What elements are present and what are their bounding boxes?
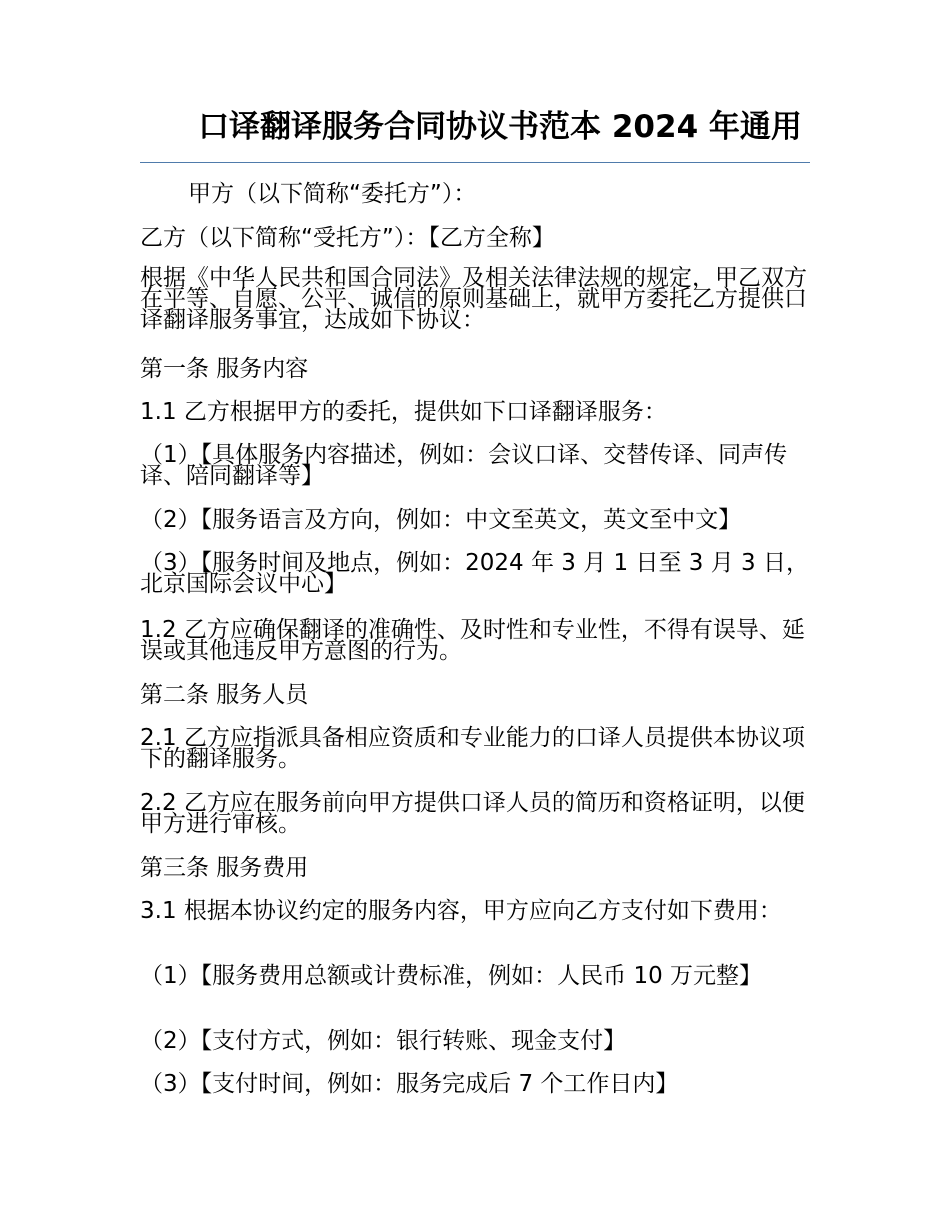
document-title: 口译翻译服务合同协议书范本 2024 年通用 [198, 109, 802, 145]
preamble-paragraph: 根据《中华人民共和国合同法》及相关法律法规的规定，甲乙双方在平等、自愿、公平、诚信的原则基础上，就甲方委托乙方提供口译翻译服务事宜，达成如下协议： [140, 265, 807, 333]
clause-3-1-item-1: （1）【服务费用总额或计费标准，例如：人民币 10 万元整】 [140, 963, 763, 989]
clause-3-1: 3.1 根据本协议约定的服务内容，甲方应向乙方支付如下费用： [140, 898, 782, 924]
title-divider [140, 162, 810, 163]
document-page [140, 100, 810, 1097]
clause-1-1-item-2: （2）【服务语言及方向，例如：中文至英文，英文至中文】 [140, 507, 742, 533]
party-a-line: 甲方（以下简称“委托方”）： [188, 181, 477, 207]
article-1-heading: 第一条 服务内容 [140, 356, 309, 382]
article-2-heading: 第二条 服务人员 [140, 682, 309, 708]
clause-1-2: 1.2 乙方应确保翻译的准确性、及时性和专业性，不得有误导、延误或其他违反甲方意图的行为。 [140, 617, 805, 664]
clause-2-2: 2.2 乙方应在服务前向甲方提供口译人员的简历和资格证明，以便甲方进行审核。 [140, 790, 805, 837]
clause-1-1: 1.1 乙方根据甲方的委托，提供如下口译翻译服务： [140, 399, 667, 425]
clause-1-1-item-3: （3）【服务时间及地点，例如：2024 年 3 月 1 日至 3 月 3 日，北京国际会议中心】 [140, 550, 809, 597]
article-3-heading: 第三条 服务费用 [140, 855, 309, 881]
clause-3-1-item-2: （2）【支付方式，例如：银行转账、现金支付】 [140, 1028, 627, 1054]
clause-2-1: 2.1 乙方应指派具备相应资质和专业能力的口译人员提供本协议项下的翻译服务。 [140, 725, 805, 772]
clause-3-1-item-3: （3）【支付时间，例如：服务完成后 7 个工作日内】 [140, 1071, 679, 1097]
clause-1-1-item-1: （1）【具体服务内容描述，例如：会议口译、交替传译、同声传译、陪同翻译等】 [140, 442, 788, 489]
party-b-line: 乙方（以下简称“受托方”）：【乙方全称】 [140, 225, 555, 251]
